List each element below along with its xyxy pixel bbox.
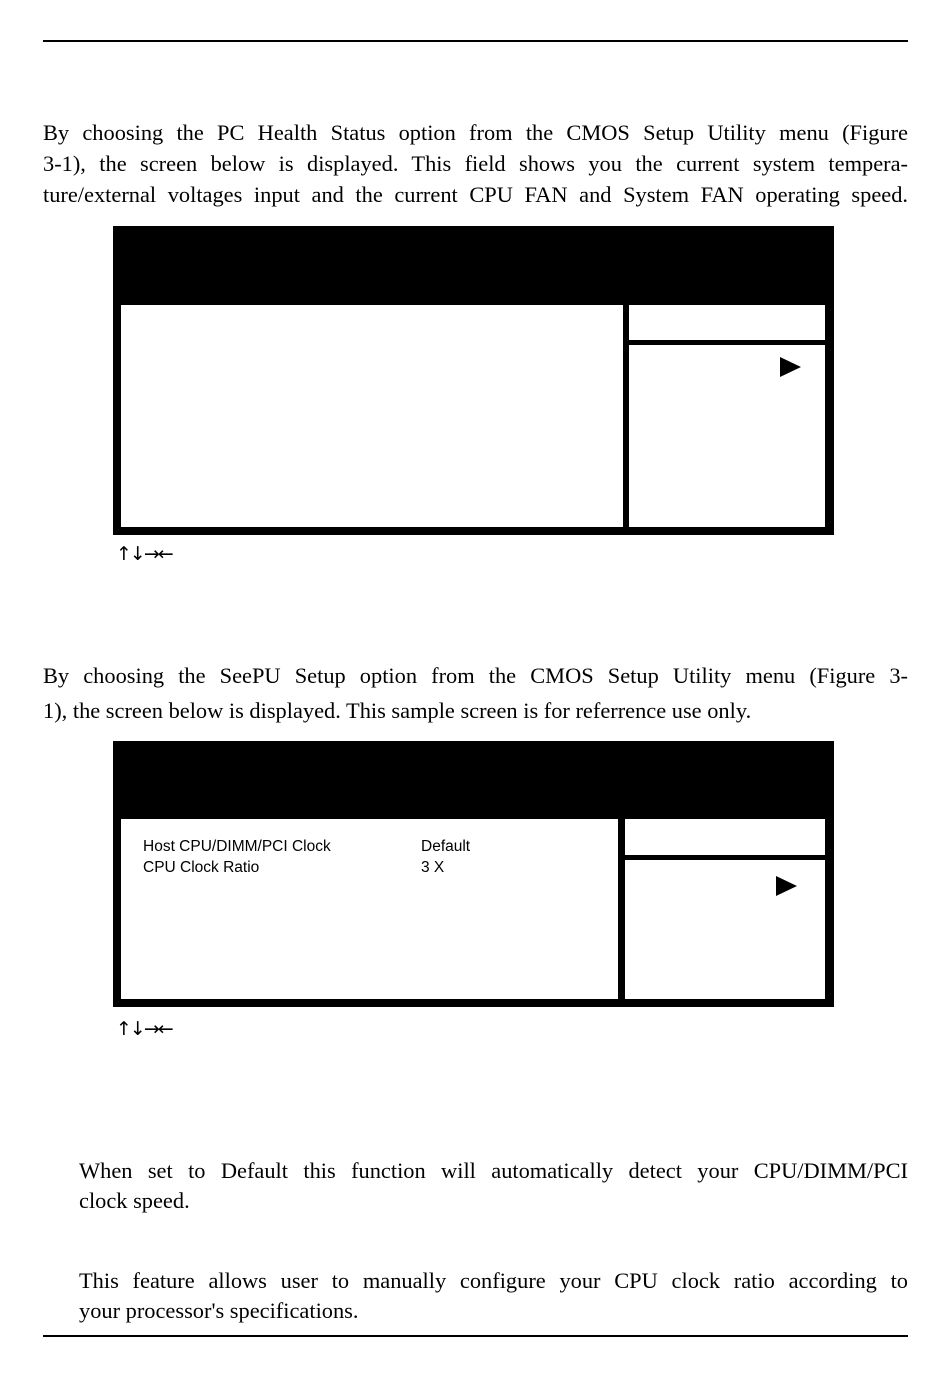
text-line: 1), the screen below is displayed. This sample screen is for referrence use only.: [43, 698, 752, 723]
pc-health-status-screen: [113, 226, 834, 535]
text-line: ture/external voltages input and the current CPU FAN and System FAN operating speed.: [43, 182, 908, 207]
text-line: your processor's specifications.: [79, 1298, 359, 1323]
setting-value[interactable]: Default: [421, 838, 471, 855]
triangle-right-icon: [776, 876, 797, 896]
setting-label: CPU Clock Ratio: [143, 859, 260, 876]
seepu-setup-screen: [113, 741, 834, 1007]
text-line: By choosing the PC Health Status option from the CMOS Setup Utility menu (Figure: [43, 120, 908, 145]
text-line: By choosing the SeePU Setup option from the CMOS Setup Utility menu (Figure 3-: [43, 663, 908, 688]
text-line: This feature allows user to manually configure your CPU clock ratio according to: [79, 1268, 908, 1293]
text-line: When set to Default this function will automatically detect your CPU/DIMM/PCI: [79, 1158, 908, 1183]
ratio-description: [79, 1266, 908, 1326]
triangle-right-icon: [780, 357, 801, 377]
pc-health-intro: [43, 117, 908, 210]
settings-panel: [121, 305, 623, 527]
setting-label: Host CPU/DIMM/PCI Clock: [143, 838, 331, 855]
item-help-header: [625, 819, 825, 855]
seepu-intro: [43, 658, 908, 728]
item-help-header: [629, 305, 825, 340]
host-clock-setting-row[interactable]: [143, 836, 603, 857]
top-rule: [43, 40, 908, 42]
text-line: 3-1), the screen below is displayed. This field shows you the current system tempera-: [43, 151, 908, 176]
navigation-keys: ↑↓→←: [116, 543, 172, 565]
bottom-rule: [43, 1335, 908, 1337]
cpu-clock-ratio-setting-row[interactable]: [143, 857, 603, 878]
text-line: clock speed.: [79, 1188, 190, 1213]
navigation-keys: ↑↓→←: [116, 1018, 172, 1040]
clock-description: [79, 1156, 908, 1216]
setting-value[interactable]: 3 X: [421, 859, 445, 876]
